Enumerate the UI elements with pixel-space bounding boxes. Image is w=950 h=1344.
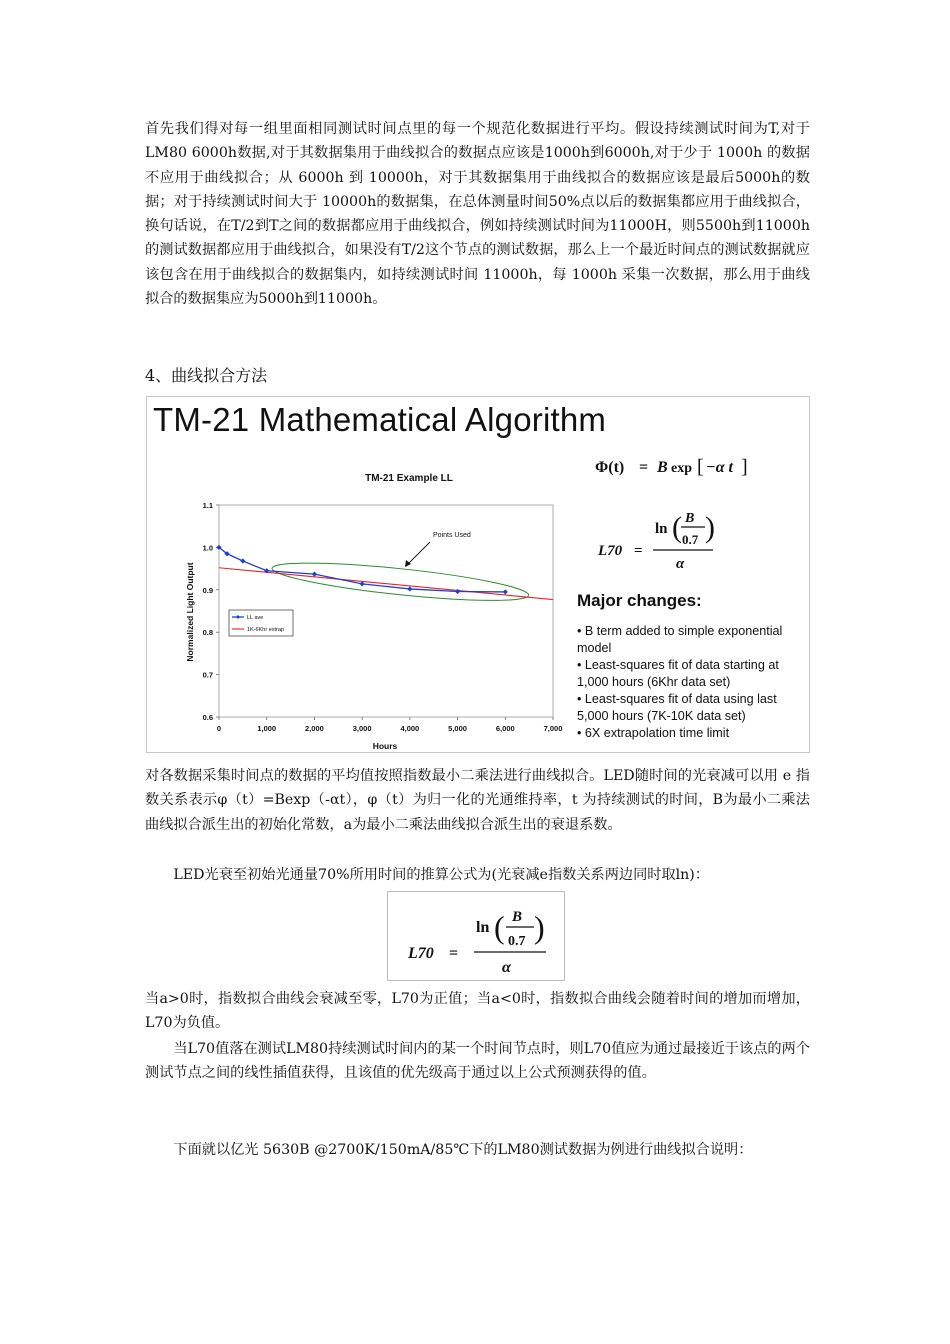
section-heading: 4、曲线拟合方法: [145, 366, 268, 385]
change-item: • 6X extrapolation time limit: [577, 726, 730, 740]
paragraph-alpha-sign: 当a>0时，指数拟合曲线会衰减至零，L70为正值；当a<0时，指数拟合曲线会随着时间的增加而增加，L70为负值。: [145, 991, 810, 1032]
legend-label-ll-ave: LL ave: [247, 615, 264, 621]
box-l70-num: B: [512, 909, 523, 925]
change-item: • Least-squares fit of data using last 5,000 hours (7K-10K data set): [577, 692, 777, 723]
x-tick-label: 7,000: [543, 724, 563, 733]
tm21-figure: [146, 396, 810, 753]
l70-formula: [597, 511, 715, 572]
y-tick-label: 0.9: [202, 585, 213, 595]
x-tick-label: 2,000: [305, 724, 324, 733]
chart-title: TM-21 Example LL: [365, 473, 453, 484]
svg-text:(: (: [494, 909, 505, 945]
l70-eq: =: [634, 543, 643, 559]
paragraph-l70-formula-intro: LED光衰至初始光通量70%所用时间的推算公式为(光衰减e指数关系两边同时取ln)：: [173, 867, 710, 883]
svg-text:(: (: [672, 511, 682, 544]
x-tick-label: 5,000: [448, 724, 467, 733]
x-axis-label: Hours: [372, 741, 398, 751]
x-tick-label: 3,000: [352, 724, 372, 733]
svg-text:): ): [705, 511, 715, 544]
phi-b: B: [657, 459, 668, 476]
data-point: [503, 589, 508, 594]
paragraph-exponential-fit: 对各数据采集时间点的数据的平均值按照指数最小二乘法进行曲线拟合。LED随时间的光衰减可以用 e 指数关系表示φ（t）=Bexp（-αt），φ（t）为归一化的光通维持率，t 为持续测试的时间，B为最小二乘法曲线拟合派生出的初始化常数，a为最小二乘法曲线拟合派生出的衰退系数。: [145, 768, 810, 833]
l70-formula-box: [387, 891, 565, 981]
l70-den: 0.7: [682, 532, 699, 547]
y-axis-label: Normalized Light Output: [185, 562, 195, 662]
annotation-arrowhead: [405, 560, 411, 567]
phi-arg: −α t: [706, 459, 733, 476]
annotation-arrow: [407, 542, 430, 565]
change-item: • B term added to simple exponential model: [577, 624, 783, 655]
y-tick-label: 1.0: [202, 543, 213, 553]
phi-lhs: Φ(t): [595, 459, 625, 476]
legend-label-extrap: 1K-6Khr extrap: [247, 627, 284, 633]
data-point: [240, 558, 245, 563]
svg-text:]: ]: [741, 456, 748, 478]
paragraph-example-intro: 下面就以亿光 5630B @2700K/150mA/85℃下的LM80测试数据为例进行曲线拟合说明：: [173, 1142, 753, 1158]
paragraph-interpolation: 当L70值落在测试LM80持续测试时间内的某一个时间节点时，则L70值应为通过最接近于该点的两个测试节点之间的线性插值获得，且该值的优先级高于通过以上公式预测获得的值。: [145, 1041, 810, 1082]
x-tick-label: 0: [216, 724, 222, 733]
series-line-extrap: [219, 568, 553, 600]
y-tick-label: 0.8: [202, 628, 213, 638]
y-tick-label: 0.6: [202, 713, 213, 722]
l70-alpha: α: [676, 556, 685, 572]
points-used-annotation: Points Used: [433, 532, 471, 539]
l70-formula-graphic: [388, 892, 566, 982]
box-l70-alpha: α: [502, 959, 511, 976]
svg-text:[: [: [697, 456, 704, 478]
major-changes-title: Major changes:: [577, 591, 702, 610]
x-tick-label: 6,000: [495, 724, 515, 733]
box-l70-ln: ln: [476, 919, 490, 936]
y-tick-label: 0.7: [202, 670, 213, 680]
figure-title: TM-21 Mathematical Algorithm: [153, 401, 607, 438]
box-l70-den: 0.7: [508, 934, 526, 949]
data-point: [455, 589, 460, 594]
paragraph-fitting-dataset: 首先我们得对每一组里面相同测试时间点里的每一个规范化数据进行平均。假设持续测试时间为T,对于LM80 6000h数据,对于其数据集用于曲线拟合的数据点应该是1000h到6000h,对于少于 1000h 的数据不应用于曲线拟合；从 6000h 到 10000h，对于其数据集用于曲线拟合的数据应该是最后5000h的数据；对于持续测试时间大于 10000h的数据集，在总体测量时间50%点以后的数据集都应用于曲线拟合，换句话说，在T/2到T之间的数据都应用于曲线拟合，例如持续测试时间为11000H，则5500h到11000h的测试数据都应用于曲线拟合，如果没有T/2这个节点的测试数据，那么上一个最近时间点的测试数据就应该包含在用于曲线拟合的数据集内，如持续测试时间 11000h，每 1000h 采集一次数据，那么用于曲线拟合的数据集应为5000h到11000h。: [145, 121, 810, 308]
l70-num: B: [685, 511, 695, 526]
l70-lhs: L70: [598, 543, 623, 559]
change-item: • Least-squares fit of data starting at 1,000 hours (6Khr data set): [577, 658, 779, 689]
phi-eq: =: [639, 459, 649, 476]
points-used-ellipse: [271, 555, 530, 608]
x-tick-label: 4,000: [400, 724, 420, 733]
phi-exp: exp: [671, 461, 692, 476]
l70-ln: ln: [655, 521, 668, 537]
data-point: [312, 572, 317, 577]
box-l70-eq: =: [449, 945, 459, 962]
phi-formula: [595, 456, 748, 478]
box-l70-lhs: L70: [408, 945, 434, 962]
x-tick-label: 1,000: [257, 724, 277, 733]
svg-text:): ): [534, 909, 545, 945]
data-point: [407, 586, 412, 591]
major-changes-list: [577, 623, 809, 742]
y-tick-label: 1.1: [202, 501, 213, 510]
